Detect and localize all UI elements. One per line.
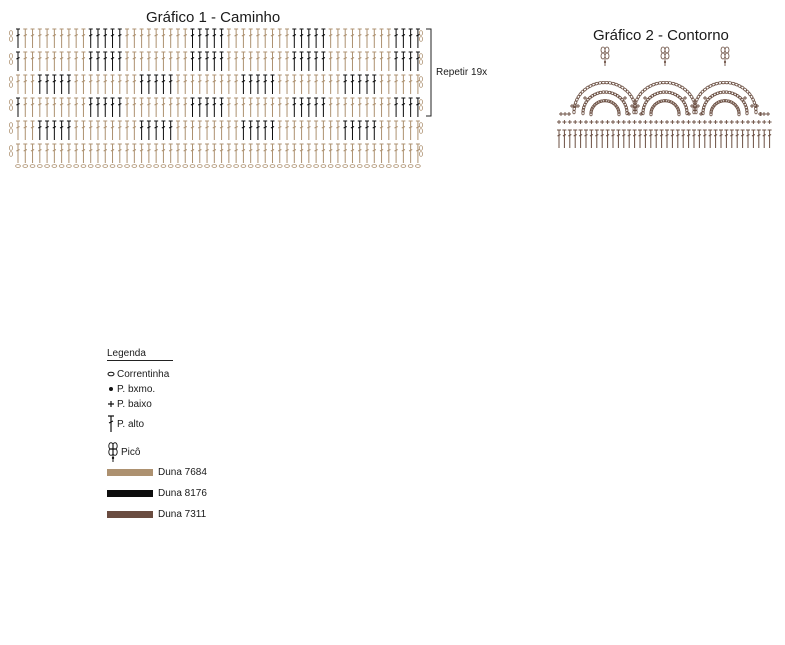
single-crochet-stitch: [750, 104, 754, 108]
double-crochet-stitch: [676, 130, 680, 148]
double-crochet-stitch: [649, 130, 653, 148]
chain-stitch: [721, 53, 725, 59]
legend-item-single-crochet: [107, 397, 152, 411]
chain-stitch: [685, 89, 689, 93]
single-crochet-stitch: [714, 120, 718, 124]
single-crochet-stitch: [766, 112, 770, 116]
single-crochet-stitch: [595, 120, 599, 124]
legend-title: Legenda: [107, 348, 173, 361]
chain-stitch: [676, 107, 680, 111]
single-crochet-stitch: [724, 120, 728, 124]
legend-item-picot: [107, 441, 140, 463]
double-crochet-stitch: [616, 130, 620, 148]
legend: [107, 348, 297, 520]
double-crochet-stitch: [735, 130, 739, 148]
single-crochet-icon: [107, 397, 117, 411]
single-crochet-stitch: [670, 120, 674, 124]
legend-color-duna-7684: [107, 465, 207, 479]
chain-stitch: [661, 47, 665, 53]
scallop-2: [627, 47, 703, 116]
double-crochet-stitch: [681, 130, 685, 148]
double-crochet-stitch: [730, 130, 734, 148]
chain-stitch: [628, 92, 632, 96]
single-crochet-stitch: [562, 120, 566, 124]
chain-stitch: [725, 53, 729, 59]
single-crochet-stitch: [741, 120, 745, 124]
double-crochet-stitch: [595, 130, 599, 148]
double-crochet-icon: [107, 414, 117, 434]
double-crochet-stitch: [622, 130, 626, 148]
double-crochet-stitch: [703, 130, 707, 148]
single-crochet-stitch: [563, 112, 567, 116]
picot-icon: [107, 441, 119, 463]
single-crochet-stitch: [622, 120, 626, 124]
repeat-label: Repetir 19x: [436, 67, 488, 78]
chain-stitch: [601, 47, 605, 53]
chart-2-border-diagram: [0, 0, 785, 200]
legend-item-chain: [107, 367, 169, 381]
chain-stitch: [698, 92, 702, 96]
single-crochet-stitch: [568, 120, 572, 124]
single-crochet-stitch: [762, 120, 766, 124]
single-crochet-stitch: [730, 120, 734, 124]
single-crochet-stitch: [660, 120, 664, 124]
single-crochet-stitch: [697, 120, 701, 124]
double-crochet-stitch: [606, 130, 610, 148]
single-crochet-stitch: [681, 120, 685, 124]
chain-stitch: [657, 100, 661, 104]
picot: [661, 47, 669, 66]
single-crochet-stitch: [584, 120, 588, 124]
slip-stitch-icon: [107, 382, 117, 396]
single-crochet-stitch: [639, 112, 643, 116]
legend-label-picot: Picô: [121, 446, 141, 458]
chain-stitch: [678, 112, 680, 116]
chain-stitch: [620, 86, 624, 90]
border-single-crochet-row: [557, 120, 772, 124]
single-crochet-stitch: [573, 120, 577, 124]
double-crochet-stitch: [562, 130, 566, 148]
single-crochet-stitch: [643, 120, 647, 124]
chain-stitch: [618, 112, 620, 116]
legend-label-double-crochet: P. alto: [117, 418, 145, 430]
single-crochet-stitch: [557, 120, 561, 124]
double-crochet-stitch: [627, 130, 631, 148]
chain-stitch: [665, 47, 669, 53]
double-crochet-stitch: [670, 130, 674, 148]
double-crochet-stitch: [708, 130, 712, 148]
chain-stitch: [616, 107, 620, 111]
chain-stitch: [667, 100, 671, 103]
color-swatch-duna-8176: [107, 490, 153, 497]
chain-stitch: [583, 87, 587, 91]
double-crochet-stitch: [600, 130, 604, 148]
double-crochet-stitch: [719, 130, 723, 148]
single-crochet-stitch: [627, 120, 631, 124]
double-crochet-stitch: [741, 130, 745, 148]
legend-label-single-crochet: P. baixo: [117, 398, 152, 410]
double-crochet-stitch: [724, 130, 728, 148]
single-crochet-stitch: [719, 120, 723, 124]
single-crochet-stitch: [589, 120, 593, 124]
double-crochet-stitch: [746, 130, 750, 148]
scallop-1: [567, 47, 643, 116]
single-crochet-stitch: [600, 120, 604, 124]
chain-icon: [107, 367, 117, 381]
single-crochet-stitch: [687, 120, 691, 124]
color-swatch-duna-7684: [107, 469, 153, 476]
slip-stitch: [604, 61, 606, 63]
legend-color-label: Duna 7684: [158, 466, 207, 478]
single-crochet-stitch: [703, 120, 707, 124]
single-crochet-stitch: [735, 120, 739, 124]
chain-stitch: [748, 92, 752, 96]
legend-item-double-crochet: [107, 414, 144, 434]
chain-stitch: [727, 100, 731, 103]
picot: [601, 47, 609, 66]
single-crochet-stitch: [746, 120, 750, 124]
single-crochet-stitch: [699, 112, 703, 116]
single-crochet-stitch: [768, 120, 772, 124]
chain-stitch: [607, 100, 611, 103]
double-crochet-stitch: [638, 130, 642, 148]
single-crochet-stitch: [757, 120, 761, 124]
chain-stitch: [725, 47, 729, 53]
color-swatch-duna-7311: [107, 511, 153, 518]
chain-stitch: [625, 89, 629, 93]
double-crochet-stitch: [611, 130, 615, 148]
single-crochet-stitch: [676, 120, 680, 124]
double-crochet-stitch: [573, 130, 577, 148]
double-crochet-stitch: [579, 130, 583, 148]
chart-2-title: Gráfico 2 - Contorno: [593, 27, 729, 44]
chain-stitch: [745, 89, 749, 93]
chain-stitch: [736, 107, 740, 111]
chain-stitch: [640, 89, 644, 93]
chain-stitch: [643, 87, 647, 91]
double-crochet-stitch: [762, 130, 766, 148]
single-crochet-stitch: [633, 120, 637, 124]
chain-stitch: [605, 53, 609, 59]
single-crochet-stitch: [627, 112, 631, 116]
double-crochet-stitch: [768, 130, 772, 148]
legend-item-slip-stitch: [107, 382, 155, 396]
chain-stitch: [578, 92, 582, 96]
legend-color-duna-8176: [107, 486, 207, 500]
chain-stitch: [700, 89, 704, 93]
legend-label-chain: Correntinha: [117, 368, 170, 380]
legend-color-label: Duna 8176: [158, 487, 207, 499]
single-crochet-stitch: [687, 112, 691, 116]
single-crochet-stitch: [762, 112, 766, 116]
chain-stitch: [746, 111, 748, 115]
single-crochet-stitch: [616, 120, 620, 124]
single-crochet-stitch: [611, 120, 615, 124]
chain-stitch: [738, 112, 740, 116]
double-crochet-stitch: [654, 130, 658, 148]
double-crochet-stitch: [692, 130, 696, 148]
chain-stitch: [688, 92, 692, 96]
single-crochet-stitch: [606, 120, 610, 124]
chain-stitch: [665, 53, 669, 59]
single-crochet-stitch: [654, 120, 658, 124]
legend-color-duna-7311: [107, 507, 206, 521]
double-crochet-stitch: [660, 130, 664, 148]
chain-stitch: [740, 86, 744, 90]
chain-stitch: [638, 92, 642, 96]
chain-stitch: [717, 100, 721, 104]
chain-stitch: [743, 87, 747, 91]
border-base-row: [557, 130, 772, 148]
double-crochet-stitch: [557, 130, 561, 148]
single-crochet-stitch: [638, 120, 642, 124]
double-crochet-stitch: [589, 130, 593, 148]
double-crochet-stitch: [665, 130, 669, 148]
chain-stitch: [605, 47, 609, 53]
slip-stitch: [664, 61, 666, 63]
legend-color-label: Duna 7311: [158, 508, 207, 520]
chain-stitch: [703, 87, 707, 91]
single-crochet-stitch: [708, 120, 712, 124]
chain-stitch: [680, 86, 684, 90]
double-crochet-stitch: [757, 130, 761, 148]
single-crochet-stitch: [692, 120, 696, 124]
slip-stitch: [724, 61, 726, 63]
chain-stitch: [601, 53, 605, 59]
double-crochet-stitch: [714, 130, 718, 148]
chain-stitch: [661, 53, 665, 59]
single-crochet-stitch: [665, 120, 669, 124]
chain-stitch: [597, 100, 601, 104]
single-crochet-stitch: [559, 112, 563, 116]
chart-1-title: Gráfico 1 - Caminho: [146, 9, 281, 26]
single-crochet-stitch: [649, 120, 653, 124]
double-crochet-stitch: [687, 130, 691, 148]
double-crochet-stitch: [643, 130, 647, 148]
chain-stitch: [721, 47, 725, 53]
chain-stitch: [623, 87, 627, 91]
chain-stitch: [580, 89, 584, 93]
chain-stitch: [683, 87, 687, 91]
double-crochet-stitch: [751, 130, 755, 148]
double-crochet-stitch: [633, 130, 637, 148]
double-crochet-stitch: [697, 130, 701, 148]
single-crochet-stitch: [751, 120, 755, 124]
single-crochet-stitch: [567, 112, 571, 116]
single-crochet-stitch: [579, 120, 583, 124]
picot: [721, 47, 729, 66]
double-crochet-stitch: [584, 130, 588, 148]
double-crochet-stitch: [568, 130, 572, 148]
legend-label-slip-stitch: P. bxmo.: [117, 383, 156, 395]
